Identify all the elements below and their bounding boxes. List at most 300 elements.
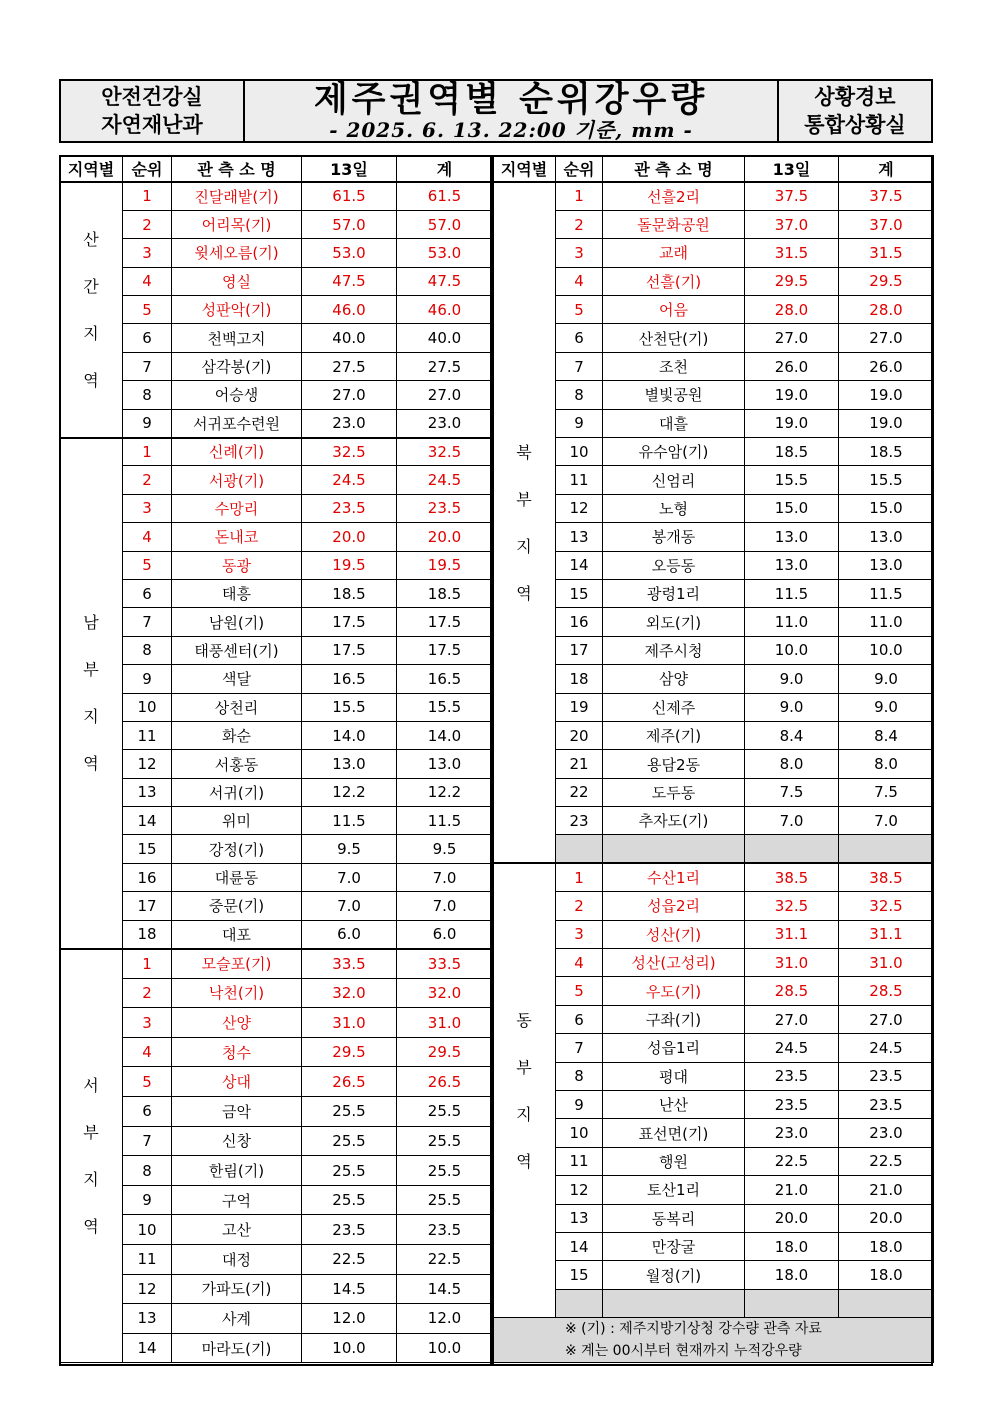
title-block (243, 81, 779, 141)
region-char: 역 (83, 754, 99, 774)
station-name-cell: 용담2동 (603, 750, 745, 778)
rank-cell: 5 (556, 296, 603, 324)
day-rainfall-cell: 13.0 (745, 523, 839, 551)
total-rainfall-cell: 31.5 (839, 239, 934, 267)
day-rainfall-cell: 25.5 (302, 1156, 397, 1186)
total-rainfall-cell: 6.0 (397, 920, 493, 948)
empty-row (493, 835, 934, 863)
total-rainfall-cell: 11.5 (839, 579, 934, 607)
total-rainfall-cell: 23.5 (397, 494, 493, 522)
table-row (493, 608, 934, 636)
table-row (493, 920, 934, 948)
rank-cell: 3 (556, 920, 603, 948)
table-row (493, 721, 934, 749)
day-rainfall-cell: 11.5 (745, 579, 839, 607)
table-row (493, 892, 934, 920)
rank-cell: 23 (556, 807, 603, 835)
table-row (60, 978, 493, 1008)
region-char: 산 (83, 229, 99, 249)
table-row (493, 1261, 934, 1289)
total-rainfall-cell: 15.0 (839, 494, 934, 522)
total-rainfall-cell: 9.0 (839, 665, 934, 693)
total-rainfall-cell: 31.0 (839, 949, 934, 977)
total-rainfall-cell: 47.5 (397, 267, 493, 295)
empty-cell (556, 1289, 603, 1317)
region-char: 역 (83, 1216, 99, 1236)
rank-cell: 11 (556, 1147, 603, 1175)
station-name-cell: 구좌(기) (603, 1005, 745, 1033)
total-rainfall-cell: 19.5 (397, 551, 493, 579)
office-block (779, 81, 931, 141)
station-name-cell: 영실 (172, 267, 302, 295)
station-name-cell: 태풍센터(기) (172, 636, 302, 664)
rank-cell: 11 (123, 1244, 172, 1274)
table-row (60, 409, 493, 437)
total-rainfall-cell: 17.5 (397, 608, 493, 636)
region-char: 북 (516, 442, 532, 462)
total-rainfall-cell: 15.5 (397, 693, 493, 721)
day-rainfall-cell: 14.0 (302, 721, 397, 749)
rank-cell: 19 (556, 693, 603, 721)
station-name-cell: 서홍동 (172, 750, 302, 778)
day-rainfall-cell: 28.0 (745, 296, 839, 324)
total-rainfall-cell: 40.0 (397, 324, 493, 352)
rank-cell: 1 (556, 863, 603, 891)
station-name-cell: 천백고지 (172, 324, 302, 352)
rank-cell: 1 (123, 949, 172, 979)
rank-cell: 2 (123, 466, 172, 494)
table-row (60, 608, 493, 636)
department-line2: 자연재난과 (101, 113, 203, 137)
rank-cell: 2 (556, 892, 603, 920)
page-title: 제주권역별 순위강우량 (313, 80, 709, 120)
table-row (60, 523, 493, 551)
empty-cell (839, 835, 934, 863)
rank-cell: 4 (123, 523, 172, 551)
total-rainfall-cell: 8.4 (839, 721, 934, 749)
total-rainfall-cell: 28.0 (839, 296, 934, 324)
left-rainfall-table (59, 155, 493, 1363)
total-rainfall-cell: 25.5 (397, 1126, 493, 1156)
rank-cell: 11 (123, 721, 172, 749)
station-name-cell: 구억 (172, 1185, 302, 1215)
rank-cell: 4 (556, 267, 603, 295)
table-row (60, 182, 493, 210)
day-rainfall-cell: 24.5 (302, 466, 397, 494)
rank-cell: 6 (556, 1005, 603, 1033)
day-rainfall-cell: 32.0 (302, 978, 397, 1008)
rank-cell: 4 (123, 1037, 172, 1067)
empty-cell (745, 835, 839, 863)
table-row (60, 636, 493, 664)
day-rainfall-cell: 16.5 (302, 665, 397, 693)
day-rainfall-cell: 46.0 (302, 296, 397, 324)
total-rainfall-cell: 27.0 (839, 1005, 934, 1033)
total-rainfall-cell: 18.5 (397, 579, 493, 607)
rank-cell: 13 (556, 1204, 603, 1232)
rank-cell: 13 (556, 523, 603, 551)
station-name-cell: 돈내코 (172, 523, 302, 551)
table-row (60, 494, 493, 522)
total-rainfall-cell: 14.0 (397, 721, 493, 749)
column-header-rank: 순위 (123, 156, 172, 183)
table-row (60, 1126, 493, 1156)
rank-cell: 9 (556, 1091, 603, 1119)
day-rainfall-cell: 22.5 (302, 1244, 397, 1274)
empty-cell (745, 1289, 839, 1317)
day-rainfall-cell: 57.0 (302, 210, 397, 238)
rank-cell: 2 (123, 210, 172, 238)
table-row (60, 1097, 493, 1127)
rank-cell: 14 (556, 1232, 603, 1260)
rank-cell: 13 (123, 1304, 172, 1334)
table-row (493, 863, 934, 891)
station-name-cell: 성산(기) (603, 920, 745, 948)
day-rainfall-cell: 18.5 (302, 579, 397, 607)
column-header-day: 13일 (745, 156, 839, 183)
rank-cell: 17 (123, 892, 172, 920)
table-row (60, 1215, 493, 1245)
day-rainfall-cell: 10.0 (745, 636, 839, 664)
table-row (493, 551, 934, 579)
rank-cell: 21 (556, 750, 603, 778)
station-name-cell: 만장굴 (603, 1232, 745, 1260)
rank-cell: 14 (123, 1333, 172, 1363)
region-label (493, 863, 556, 1317)
total-rainfall-cell: 7.0 (397, 892, 493, 920)
station-name-cell: 제주(기) (603, 721, 745, 749)
region-char: 부 (516, 489, 532, 509)
day-rainfall-cell: 32.5 (745, 892, 839, 920)
table-row (60, 835, 493, 863)
station-name-cell: 금악 (172, 1097, 302, 1127)
table-row (493, 1204, 934, 1232)
total-rainfall-cell: 23.0 (397, 409, 493, 437)
station-name-cell: 마라도(기) (172, 1333, 302, 1363)
total-rainfall-cell: 27.5 (397, 352, 493, 380)
station-name-cell: 서귀포수련원 (172, 409, 302, 437)
rank-cell: 7 (556, 1034, 603, 1062)
table-row (493, 210, 934, 238)
table-row (60, 1067, 493, 1097)
table-row (493, 1147, 934, 1175)
rank-cell: 2 (123, 978, 172, 1008)
table-row (493, 977, 934, 1005)
day-rainfall-cell: 32.5 (302, 438, 397, 466)
table-row (493, 778, 934, 806)
station-name-cell: 표선면(기) (603, 1119, 745, 1147)
day-rainfall-cell: 6.0 (302, 920, 397, 948)
day-rainfall-cell: 37.5 (745, 182, 839, 210)
station-name-cell: 산천단(기) (603, 324, 745, 352)
column-header-region: 지역별 (60, 156, 123, 183)
total-rainfall-cell: 21.0 (839, 1176, 934, 1204)
rank-cell: 8 (123, 1156, 172, 1186)
table-row (60, 693, 493, 721)
table-row (493, 523, 934, 551)
table-row (60, 665, 493, 693)
region-label (60, 438, 123, 949)
total-rainfall-cell: 26.5 (397, 1067, 493, 1097)
rank-cell: 15 (123, 835, 172, 863)
rank-cell: 3 (123, 1008, 172, 1038)
column-header-station: 관 측 소 명 (603, 156, 745, 183)
total-rainfall-cell: 13.0 (839, 551, 934, 579)
station-name-cell: 대륜동 (172, 863, 302, 891)
office-line2: 통합상황실 (804, 113, 906, 137)
rank-cell: 14 (123, 807, 172, 835)
day-rainfall-cell: 12.0 (302, 1304, 397, 1334)
region-char: 역 (83, 370, 99, 390)
table-row (60, 1304, 493, 1334)
station-name-cell: 신제주 (603, 693, 745, 721)
rank-cell: 10 (556, 438, 603, 466)
rank-cell: 5 (123, 1067, 172, 1097)
station-name-cell: 상대 (172, 1067, 302, 1097)
station-name-cell: 서광(기) (172, 466, 302, 494)
table-row (493, 665, 934, 693)
region-char: 역 (516, 1151, 532, 1171)
station-name-cell: 선흘(기) (603, 267, 745, 295)
total-rainfall-cell: 18.5 (839, 438, 934, 466)
table-row (60, 949, 493, 979)
day-rainfall-cell: 26.0 (745, 352, 839, 380)
station-name-cell: 성읍1리 (603, 1034, 745, 1062)
station-name-cell: 한림(기) (172, 1156, 302, 1186)
column-header-station: 관 측 소 명 (172, 156, 302, 183)
table-row (60, 466, 493, 494)
total-rainfall-cell: 25.5 (397, 1185, 493, 1215)
total-rainfall-cell: 23.5 (397, 1215, 493, 1245)
day-rainfall-cell: 40.0 (302, 324, 397, 352)
region-char: 지 (83, 1169, 99, 1189)
total-rainfall-cell: 31.0 (397, 1008, 493, 1038)
table-row (493, 239, 934, 267)
day-rainfall-cell: 13.0 (302, 750, 397, 778)
rank-cell: 6 (123, 579, 172, 607)
station-name-cell: 교래 (603, 239, 745, 267)
total-rainfall-cell: 22.5 (839, 1147, 934, 1175)
day-rainfall-cell: 20.0 (745, 1204, 839, 1232)
table-row (60, 210, 493, 238)
day-rainfall-cell: 28.5 (745, 977, 839, 1005)
station-name-cell: 신창 (172, 1126, 302, 1156)
station-name-cell: 어승생 (172, 381, 302, 409)
rank-cell: 5 (123, 551, 172, 579)
total-rainfall-cell: 7.5 (839, 778, 934, 806)
day-rainfall-cell: 29.5 (302, 1037, 397, 1067)
region-char: 서 (83, 1075, 99, 1095)
department-block (61, 81, 243, 141)
day-rainfall-cell: 23.5 (745, 1091, 839, 1119)
day-rainfall-cell: 29.5 (745, 267, 839, 295)
region-char: 지 (83, 707, 99, 727)
total-rainfall-cell: 27.0 (839, 324, 934, 352)
total-rainfall-cell: 11.5 (397, 807, 493, 835)
day-rainfall-cell: 37.0 (745, 210, 839, 238)
office-line1: 상황경보 (814, 85, 896, 109)
day-rainfall-cell: 31.1 (745, 920, 839, 948)
station-name-cell: 위미 (172, 807, 302, 835)
rank-cell: 7 (556, 352, 603, 380)
total-rainfall-cell: 18.0 (839, 1232, 934, 1260)
table-row (60, 1333, 493, 1363)
total-rainfall-cell: 25.5 (397, 1097, 493, 1127)
rank-cell: 1 (556, 182, 603, 210)
total-rainfall-cell: 29.5 (839, 267, 934, 295)
page-subtitle: - 2025. 6. 13. 22:00 기준, mm - (329, 118, 693, 142)
station-name-cell: 평대 (603, 1062, 745, 1090)
notes-cell (493, 1318, 934, 1363)
rank-cell: 11 (556, 466, 603, 494)
table-row (60, 239, 493, 267)
total-rainfall-cell: 32.0 (397, 978, 493, 1008)
day-rainfall-cell: 15.0 (745, 494, 839, 522)
total-rainfall-cell: 37.0 (839, 210, 934, 238)
total-rainfall-cell: 10.0 (397, 1333, 493, 1363)
region-label (493, 182, 556, 863)
station-name-cell: 서귀(기) (172, 778, 302, 806)
day-rainfall-cell: 21.0 (745, 1176, 839, 1204)
total-rainfall-cell: 23.5 (839, 1091, 934, 1119)
day-rainfall-cell: 26.5 (302, 1067, 397, 1097)
station-name-cell: 수망리 (172, 494, 302, 522)
table-row (60, 1244, 493, 1274)
total-rainfall-cell: 10.0 (839, 636, 934, 664)
day-rainfall-cell: 23.0 (745, 1119, 839, 1147)
region-char: 부 (516, 1057, 532, 1077)
day-rainfall-cell: 23.5 (302, 494, 397, 522)
total-rainfall-cell: 14.5 (397, 1274, 493, 1304)
rank-cell: 8 (123, 381, 172, 409)
table-row (493, 579, 934, 607)
station-name-cell: 색달 (172, 665, 302, 693)
station-name-cell: 가파도(기) (172, 1274, 302, 1304)
station-name-cell: 돌문화공원 (603, 210, 745, 238)
station-name-cell: 삼각봉(기) (172, 352, 302, 380)
rank-cell: 4 (556, 949, 603, 977)
table-row (493, 494, 934, 522)
station-name-cell: 월정(기) (603, 1261, 745, 1289)
total-rainfall-cell: 33.5 (397, 949, 493, 979)
column-header-day: 13일 (302, 156, 397, 183)
station-name-cell: 성읍2리 (603, 892, 745, 920)
station-name-cell: 신례(기) (172, 438, 302, 466)
total-rainfall-cell: 22.5 (397, 1244, 493, 1274)
rank-cell: 15 (556, 1261, 603, 1289)
total-rainfall-cell: 25.5 (397, 1156, 493, 1186)
region-char: 부 (83, 1122, 99, 1142)
total-rainfall-cell: 11.0 (839, 608, 934, 636)
day-rainfall-cell: 9.5 (302, 835, 397, 863)
day-rainfall-cell: 23.5 (745, 1062, 839, 1090)
rank-cell: 8 (123, 636, 172, 664)
rank-cell: 9 (123, 665, 172, 693)
day-rainfall-cell: 13.0 (745, 551, 839, 579)
total-rainfall-cell: 9.5 (397, 835, 493, 863)
day-rainfall-cell: 25.5 (302, 1097, 397, 1127)
total-rainfall-cell: 46.0 (397, 296, 493, 324)
rank-cell: 2 (556, 210, 603, 238)
empty-cell (839, 1289, 934, 1317)
region-char: 남 (83, 613, 99, 633)
day-rainfall-cell: 17.5 (302, 636, 397, 664)
rank-cell: 17 (556, 636, 603, 664)
station-name-cell: 광령1리 (603, 579, 745, 607)
rank-cell: 4 (123, 267, 172, 295)
region-char: 지 (516, 536, 532, 556)
total-rainfall-cell: 32.5 (839, 892, 934, 920)
station-name-cell: 강정(기) (172, 835, 302, 863)
day-rainfall-cell: 10.0 (302, 1333, 397, 1363)
total-rainfall-cell: 53.0 (397, 239, 493, 267)
total-rainfall-cell: 12.2 (397, 778, 493, 806)
table-row (493, 182, 934, 210)
table-row (493, 438, 934, 466)
table-row (60, 1156, 493, 1186)
total-rainfall-cell: 8.0 (839, 750, 934, 778)
station-name-cell: 대흘 (603, 409, 745, 437)
department-line1: 안전건강실 (101, 85, 203, 109)
day-rainfall-cell: 47.5 (302, 267, 397, 295)
station-name-cell: 신엄리 (603, 466, 745, 494)
table-row (493, 267, 934, 295)
table-row (60, 807, 493, 835)
station-name-cell: 대포 (172, 920, 302, 948)
rank-cell: 12 (123, 1274, 172, 1304)
rank-cell: 12 (123, 750, 172, 778)
day-rainfall-cell: 7.0 (745, 807, 839, 835)
total-rainfall-cell: 29.5 (397, 1037, 493, 1067)
rank-cell: 15 (556, 579, 603, 607)
table-row (493, 352, 934, 380)
table-row (60, 750, 493, 778)
day-rainfall-cell: 27.0 (745, 324, 839, 352)
region-char: 역 (516, 583, 532, 603)
table-row (493, 324, 934, 352)
table-row (60, 778, 493, 806)
total-rainfall-cell: 7.0 (397, 863, 493, 891)
day-rainfall-cell: 53.0 (302, 239, 397, 267)
rank-cell: 7 (123, 608, 172, 636)
station-name-cell: 행원 (603, 1147, 745, 1175)
header-row (493, 156, 934, 183)
region-char: 부 (83, 660, 99, 680)
day-rainfall-cell: 20.0 (302, 523, 397, 551)
header-row (60, 156, 493, 183)
day-rainfall-cell: 23.5 (302, 1215, 397, 1245)
total-rainfall-cell: 19.0 (839, 409, 934, 437)
day-rainfall-cell: 31.5 (745, 239, 839, 267)
station-name-cell: 추자도(기) (603, 807, 745, 835)
rank-cell: 9 (556, 409, 603, 437)
total-rainfall-cell: 19.0 (839, 381, 934, 409)
table-row (60, 1274, 493, 1304)
column-header-total: 계 (839, 156, 934, 183)
rank-cell: 5 (556, 977, 603, 1005)
rank-cell: 16 (556, 608, 603, 636)
table-row (493, 1232, 934, 1260)
region-char: 동 (516, 1010, 532, 1030)
day-rainfall-cell: 7.0 (302, 892, 397, 920)
station-name-cell: 어음 (603, 296, 745, 324)
station-name-cell: 동광 (172, 551, 302, 579)
total-rainfall-cell: 26.0 (839, 352, 934, 380)
day-rainfall-cell: 23.0 (302, 409, 397, 437)
rank-cell: 12 (556, 1176, 603, 1204)
day-rainfall-cell: 61.5 (302, 182, 397, 210)
station-name-cell: 선흘2리 (603, 182, 745, 210)
